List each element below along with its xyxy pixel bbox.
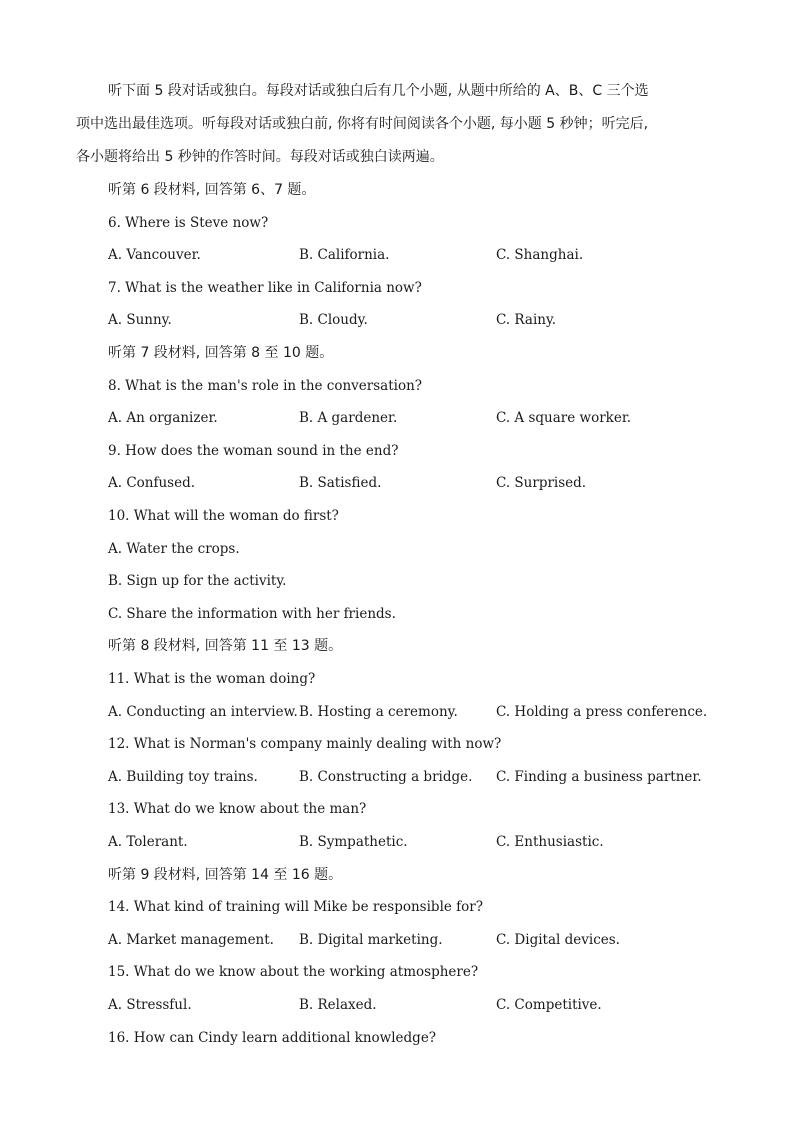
option-b: B. Satisfied. xyxy=(299,475,382,491)
option-c: C. Digital devices. xyxy=(496,932,620,948)
option-a: A. Tolerant. xyxy=(108,834,188,850)
section-heading: 听第 9 段材料, 回答第 14 至 16 题。 xyxy=(108,867,343,883)
option-b: B. Cloudy. xyxy=(299,312,368,328)
question-9: 9. How does the woman sound in the end? xyxy=(108,443,399,459)
question-14: 14. What kind of training will Mike be responsible for? xyxy=(108,899,483,915)
option-a: A. Confused. xyxy=(108,475,196,491)
option-b: B. Digital marketing. xyxy=(299,932,443,948)
question-13: 13. What do we know about the man? xyxy=(108,801,367,817)
option-c: C. Finding a business partner. xyxy=(496,769,702,785)
question-8: 8. What is the man's role in the conversation? xyxy=(108,378,423,394)
section-heading: 听第 7 段材料, 回答第 8 至 10 题。 xyxy=(108,345,334,361)
option-c: C. Competitive. xyxy=(496,997,602,1013)
intro-line-2: 项中选出最佳选项。听每段对话或独白前, 你将有时间阅读各个小题, 每小题 5 秒钟；听完后, xyxy=(76,116,649,132)
question-11: 11. What is the woman doing? xyxy=(108,671,316,687)
option-c: C. Surprised. xyxy=(496,475,587,491)
option-a: A. An organizer. xyxy=(108,410,218,426)
option-c: C. Enthusiastic. xyxy=(496,834,604,850)
option-c: C. Rainy. xyxy=(496,312,557,328)
intro-line-3: 各小题将给出 5 秒钟的作答时间。每段对话或独白读两遍。 xyxy=(76,149,444,165)
option-c: C. Shanghai. xyxy=(496,247,584,263)
option-b: B. A gardener. xyxy=(299,410,398,426)
question-6: 6. Where is Steve now? xyxy=(108,215,269,231)
option-a: A. Sunny. xyxy=(108,312,172,328)
question-12: 12. What is Norman's company mainly dealing with now? xyxy=(108,736,502,752)
option-a: A. Building toy trains. xyxy=(108,769,258,785)
option-c: C. Share the information with her friends. xyxy=(108,606,396,622)
option-b: B. California. xyxy=(299,247,390,263)
question-10: 10. What will the woman do first? xyxy=(108,508,339,524)
question-7: 7. What is the weather like in California now? xyxy=(108,280,422,296)
option-c: C. Holding a press conference. xyxy=(496,704,708,720)
question-16: 16. How can Cindy learn additional knowledge? xyxy=(108,1030,437,1046)
option-a: A. Market management. xyxy=(108,932,274,948)
option-b: B. Hosting a ceremony. xyxy=(299,704,458,720)
option-c: C. A square worker. xyxy=(496,410,632,426)
option-a: A. Vancouver. xyxy=(108,247,201,263)
question-15: 15. What do we know about the working atmosphere? xyxy=(108,964,479,980)
option-b: B. Sign up for the activity. xyxy=(108,573,287,589)
option-a: A. Conducting an interview. xyxy=(108,704,298,720)
intro-line-1: 听下面 5 段对话或独白。每段对话或独白后有几个小题, 从题中所给的 A、B、C 三个选 xyxy=(108,83,649,99)
option-b: B. Constructing a bridge. xyxy=(299,769,473,785)
option-a: A. Water the crops. xyxy=(108,541,240,557)
section-heading: 听第 8 段材料, 回答第 11 至 13 题。 xyxy=(108,638,343,654)
section-heading: 听第 6 段材料, 回答第 6、7 题。 xyxy=(108,182,316,198)
option-b: B. Relaxed. xyxy=(299,997,377,1013)
option-b: B. Sympathetic. xyxy=(299,834,408,850)
option-a: A. Stressful. xyxy=(108,997,192,1013)
